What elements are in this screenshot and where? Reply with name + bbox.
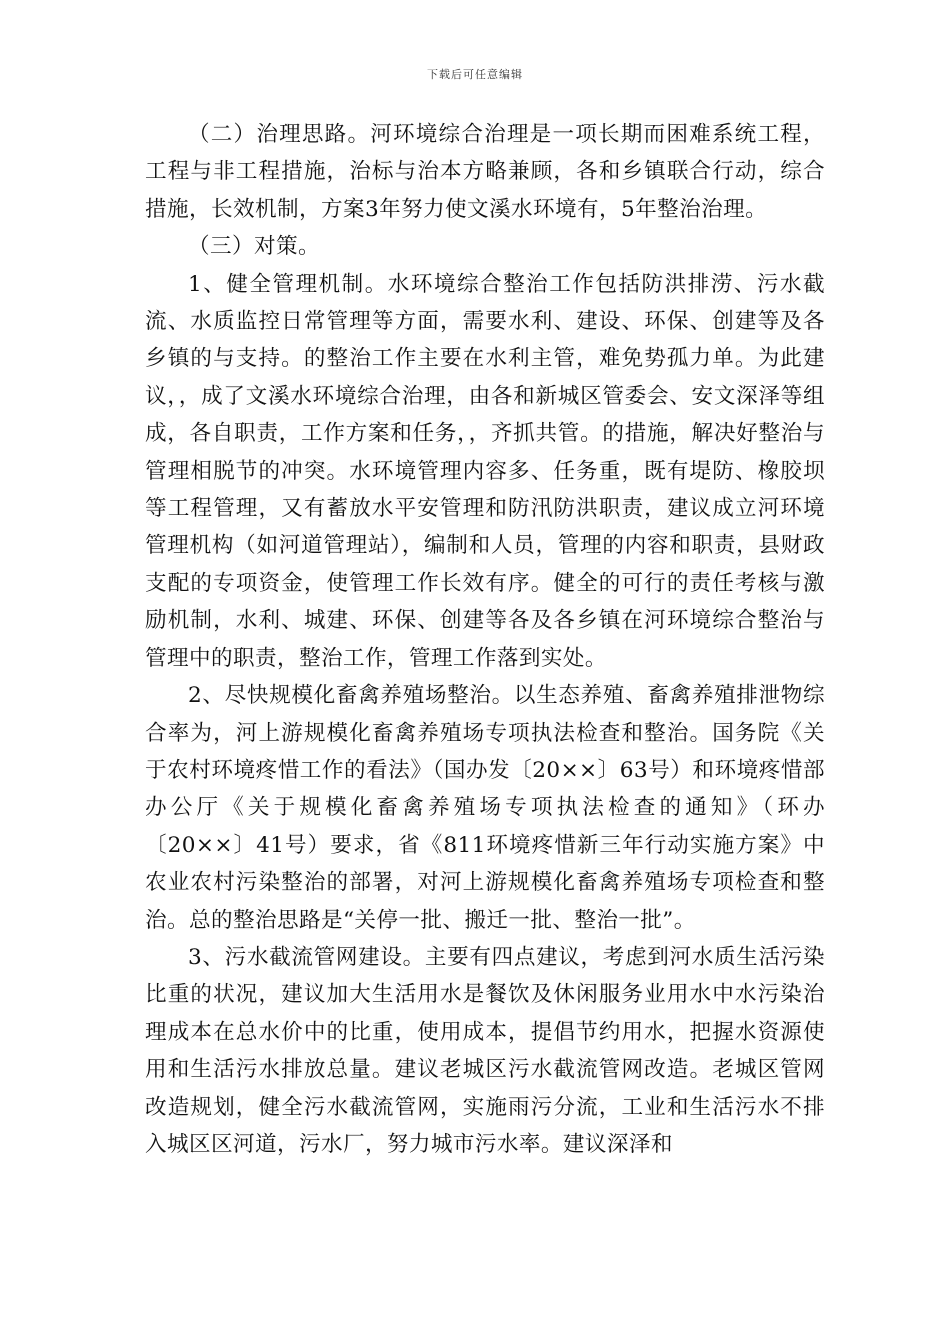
paragraph-governance-approach: （二）治理思路。河环境综合治理是一项长期而困难系统工程，工程与非工程措施，治标与治本方略兼顾，各和乡镇联合行动，综合措施，长效机制，方案3年努力使文溪水环境有，5年整治治理。 [145, 122, 825, 222]
paragraph-sewage-pipe-network: 3、污水截流管网建设。主要有四点建议，考虑到河水质生活污染比重的状况，建议加大生活用水是餐饮及休闲服务业用水中水污染治理成本在总水价中的比重，使用成本，提倡节约用水，把握水资源使用和生活污水排放总量。建议老城区污水截流管网改造。老城区管网改造规划，健全污水截流管网，实施雨污分流，工业和生活污水不排入城区区河道，污水厂，努力城市污水率。建议深泽和 [145, 944, 825, 1157]
header-note: 下载后可任意编辑 [427, 68, 523, 81]
paragraph-countermeasures-heading: （三）对策。 [188, 234, 320, 260]
paragraph-management-mechanism: 1、健全管理机制。水环境综合整治工作包括防洪排涝、污水截流、水质监控日常管理等方面，需要水利、建设、环保、创建等及各乡镇的与支持。的整治工作主要在水利主管，难免势孤力单。为此建议，，成了文溪水环境综合治理，由各和新城区管委会、安文深泽等组成，各自职责，工作方案和任务，，齐抓共管。的措施，解决好整治与管理相脱节的冲突。水环境管理内容多、任务重，既有堤防、橡胶坝等工程管理，又有蓄放水平安管理和防汛防洪职责，建议成立河环境管理机构（如河道管理站），编制和人员，管理的内容和职责，县财政支配的专项资金，使管理工作长效有序。健全的可行的责任考核与激励机制，水利、城建、环保、创建等各及各乡镇在河环境综合整治与管理中的职责，整治工作，管理工作落到实处。 [145, 271, 825, 671]
document-body [145, 116, 825, 1163]
paragraph-livestock-farm-remediation: 2、尽快规模化畜禽养殖场整治。以生态养殖、畜禽养殖排泄物综合率为，河上游规模化畜禽养殖场专项执法检查和整治。国务院《关于农村环境疼惜工作的看法》（国办发〔20××〕63号）和环境疼惜部办公厅《关于规模化畜禽养殖场专项执法检查的通知》（环办〔20××〕41号）要求，省《811环境疼惜新三年行动实施方案》中农业农村污染整治的部署，对河上游规模化畜禽养殖场专项检查和整治。总的整治思路是“关停一批、搬迁一批、整治一批”。 [145, 683, 825, 933]
